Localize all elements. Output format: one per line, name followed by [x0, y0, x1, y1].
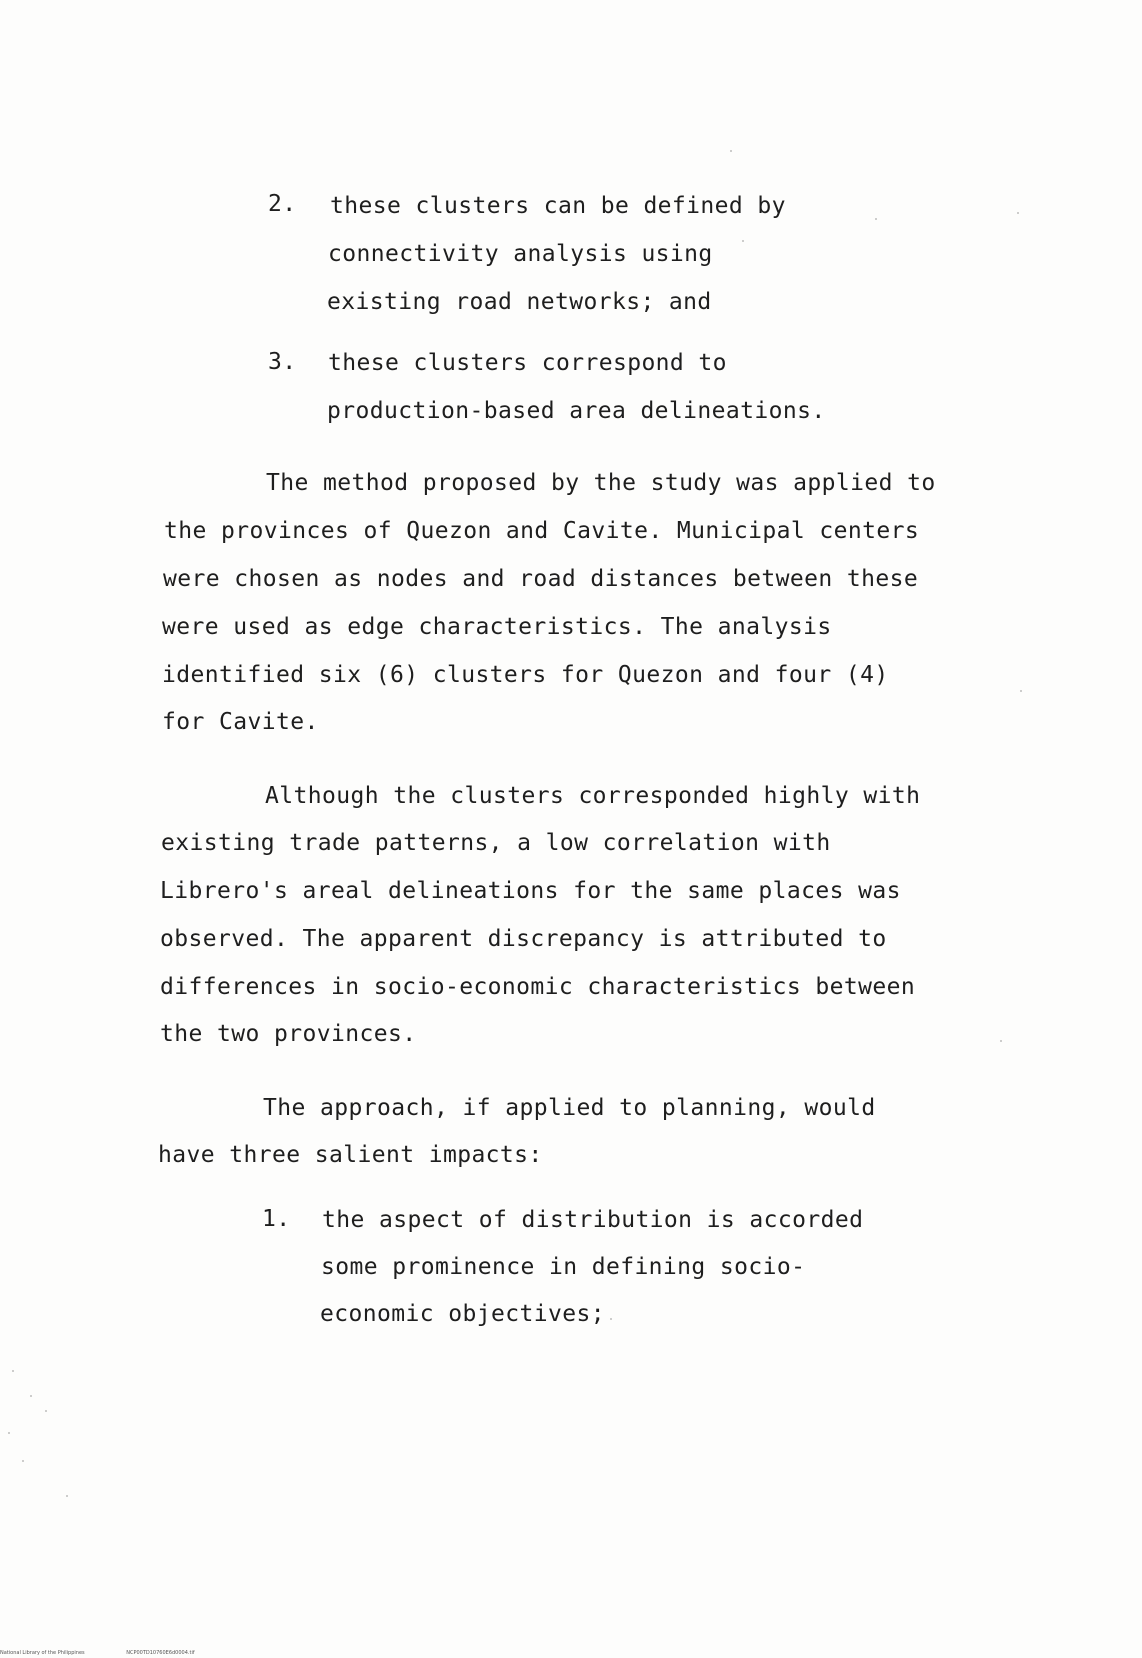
text-line: economic objectives;	[320, 1301, 605, 1327]
text-line: connectivity analysis using	[328, 241, 713, 267]
text-line: the aspect of distribution is accorded	[322, 1207, 864, 1233]
scan-speck	[1000, 1040, 1002, 1042]
scan-footer	[0, 1650, 195, 1656]
text-line: these clusters can be defined by	[330, 193, 786, 219]
scan-speck	[610, 1318, 612, 1320]
text-line: the two provinces.	[160, 1021, 417, 1047]
text-line: were used as edge characteristics. The analysis	[162, 614, 832, 640]
list-item-number: 2.	[268, 191, 297, 217]
scan-speck	[1017, 212, 1019, 214]
scan-speck	[8, 1432, 10, 1434]
text-line: The approach, if applied to planning, would	[263, 1095, 876, 1121]
text-line: The method proposed by the study was applied to	[266, 470, 936, 496]
text-line: have three salient impacts:	[158, 1142, 543, 1168]
text-line: existing road networks; and	[327, 289, 712, 315]
scan-speck	[22, 1460, 24, 1462]
scan-speck	[30, 1395, 32, 1397]
scan-speck	[875, 218, 877, 220]
text-line: differences in socio-economic characteristics between	[160, 974, 916, 1000]
library-caption: National Library of the Philippines	[0, 1650, 85, 1656]
text-line: some prominence in defining socio-	[321, 1254, 806, 1280]
scan-speck	[45, 1410, 47, 1412]
text-line: for Cavite.	[162, 709, 319, 735]
text-line: observed. The apparent discrepancy is attributed to	[160, 926, 887, 952]
scan-speck	[1020, 690, 1022, 692]
text-line: these clusters correspond to	[328, 350, 727, 376]
list-item-number: 1.	[262, 1206, 291, 1232]
scan-speck	[12, 1370, 14, 1372]
text-line: Librero's areal delineations for the same places was	[160, 878, 901, 904]
text-line: existing trade patterns, a low correlation with	[161, 830, 831, 856]
text-line: the provinces of Quezon and Cavite. Municipal centers	[164, 518, 920, 544]
list-item-number: 3.	[268, 349, 297, 375]
text-line: Although the clusters corresponded highly with	[265, 783, 921, 809]
scan-speck	[730, 150, 732, 152]
file-code: NCP00TD10760E6d0004.tif	[126, 1650, 195, 1656]
text-line: production-based area delineations.	[327, 398, 826, 424]
scan-speck	[66, 1495, 68, 1497]
text-line: identified six (6) clusters for Quezon and four (4)	[162, 662, 889, 688]
text-line: were chosen as nodes and road distances between these	[163, 566, 919, 592]
scan-speck	[742, 240, 744, 242]
